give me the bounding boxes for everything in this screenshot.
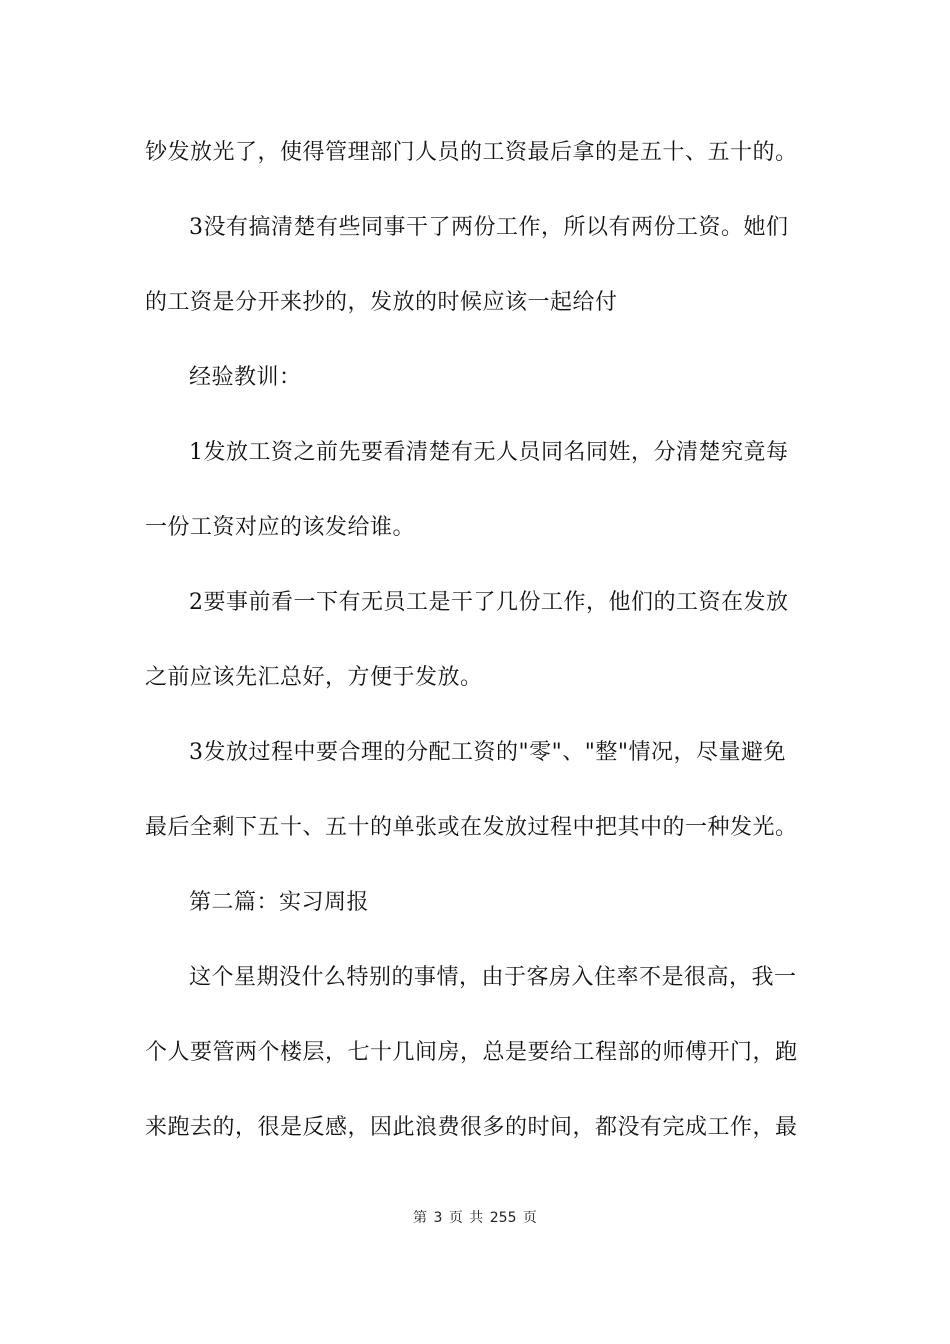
text-line: 来跑去的，很是反感，因此浪费很多的时间，都没有完成工作，最 <box>145 1115 798 1140</box>
text-line: 之前应该先汇总好，方便于发放。 <box>145 665 483 690</box>
text-line: 钞发放光了，使得管理部门人员的工资最后拿的是五十、五十的。 <box>145 140 798 165</box>
page-number-footer: 第 3 页 共 255 页 <box>413 1210 537 1226</box>
text-line: 3没有搞清楚有些同事干了两份工作，所以有两份工资。她们 <box>189 215 789 240</box>
section-heading: 经验教训： <box>189 365 302 390</box>
chapter-title: 第二篇：实习周报 <box>189 890 370 915</box>
text-line: 1发放工资之前先要看清楚有无人员同名同姓，分清楚究竟每 <box>189 440 789 465</box>
text-line: 个人要管两个楼层，七十几间房，总是要给工程部的师傅开门，跑 <box>145 1040 798 1065</box>
text-line: 2要事前看一下有无员工是干了几份工作，他们的工资在发放 <box>189 590 789 615</box>
text-line: 的工资是分开来抄的，发放的时候应该一起给付 <box>145 290 618 315</box>
text-line: 3发放过程中要合理的分配工资的"零"、"整"情况，尽量避免 <box>189 740 786 765</box>
text-line: 一份工资对应的该发给谁。 <box>145 515 416 540</box>
text-line: 这个星期没什么特别的事情，由于客房入住率不是很高，我一 <box>189 965 797 990</box>
text-line: 最后全剩下五十、五十的单张或在发放过程中把其中的一种发光。 <box>145 815 798 840</box>
